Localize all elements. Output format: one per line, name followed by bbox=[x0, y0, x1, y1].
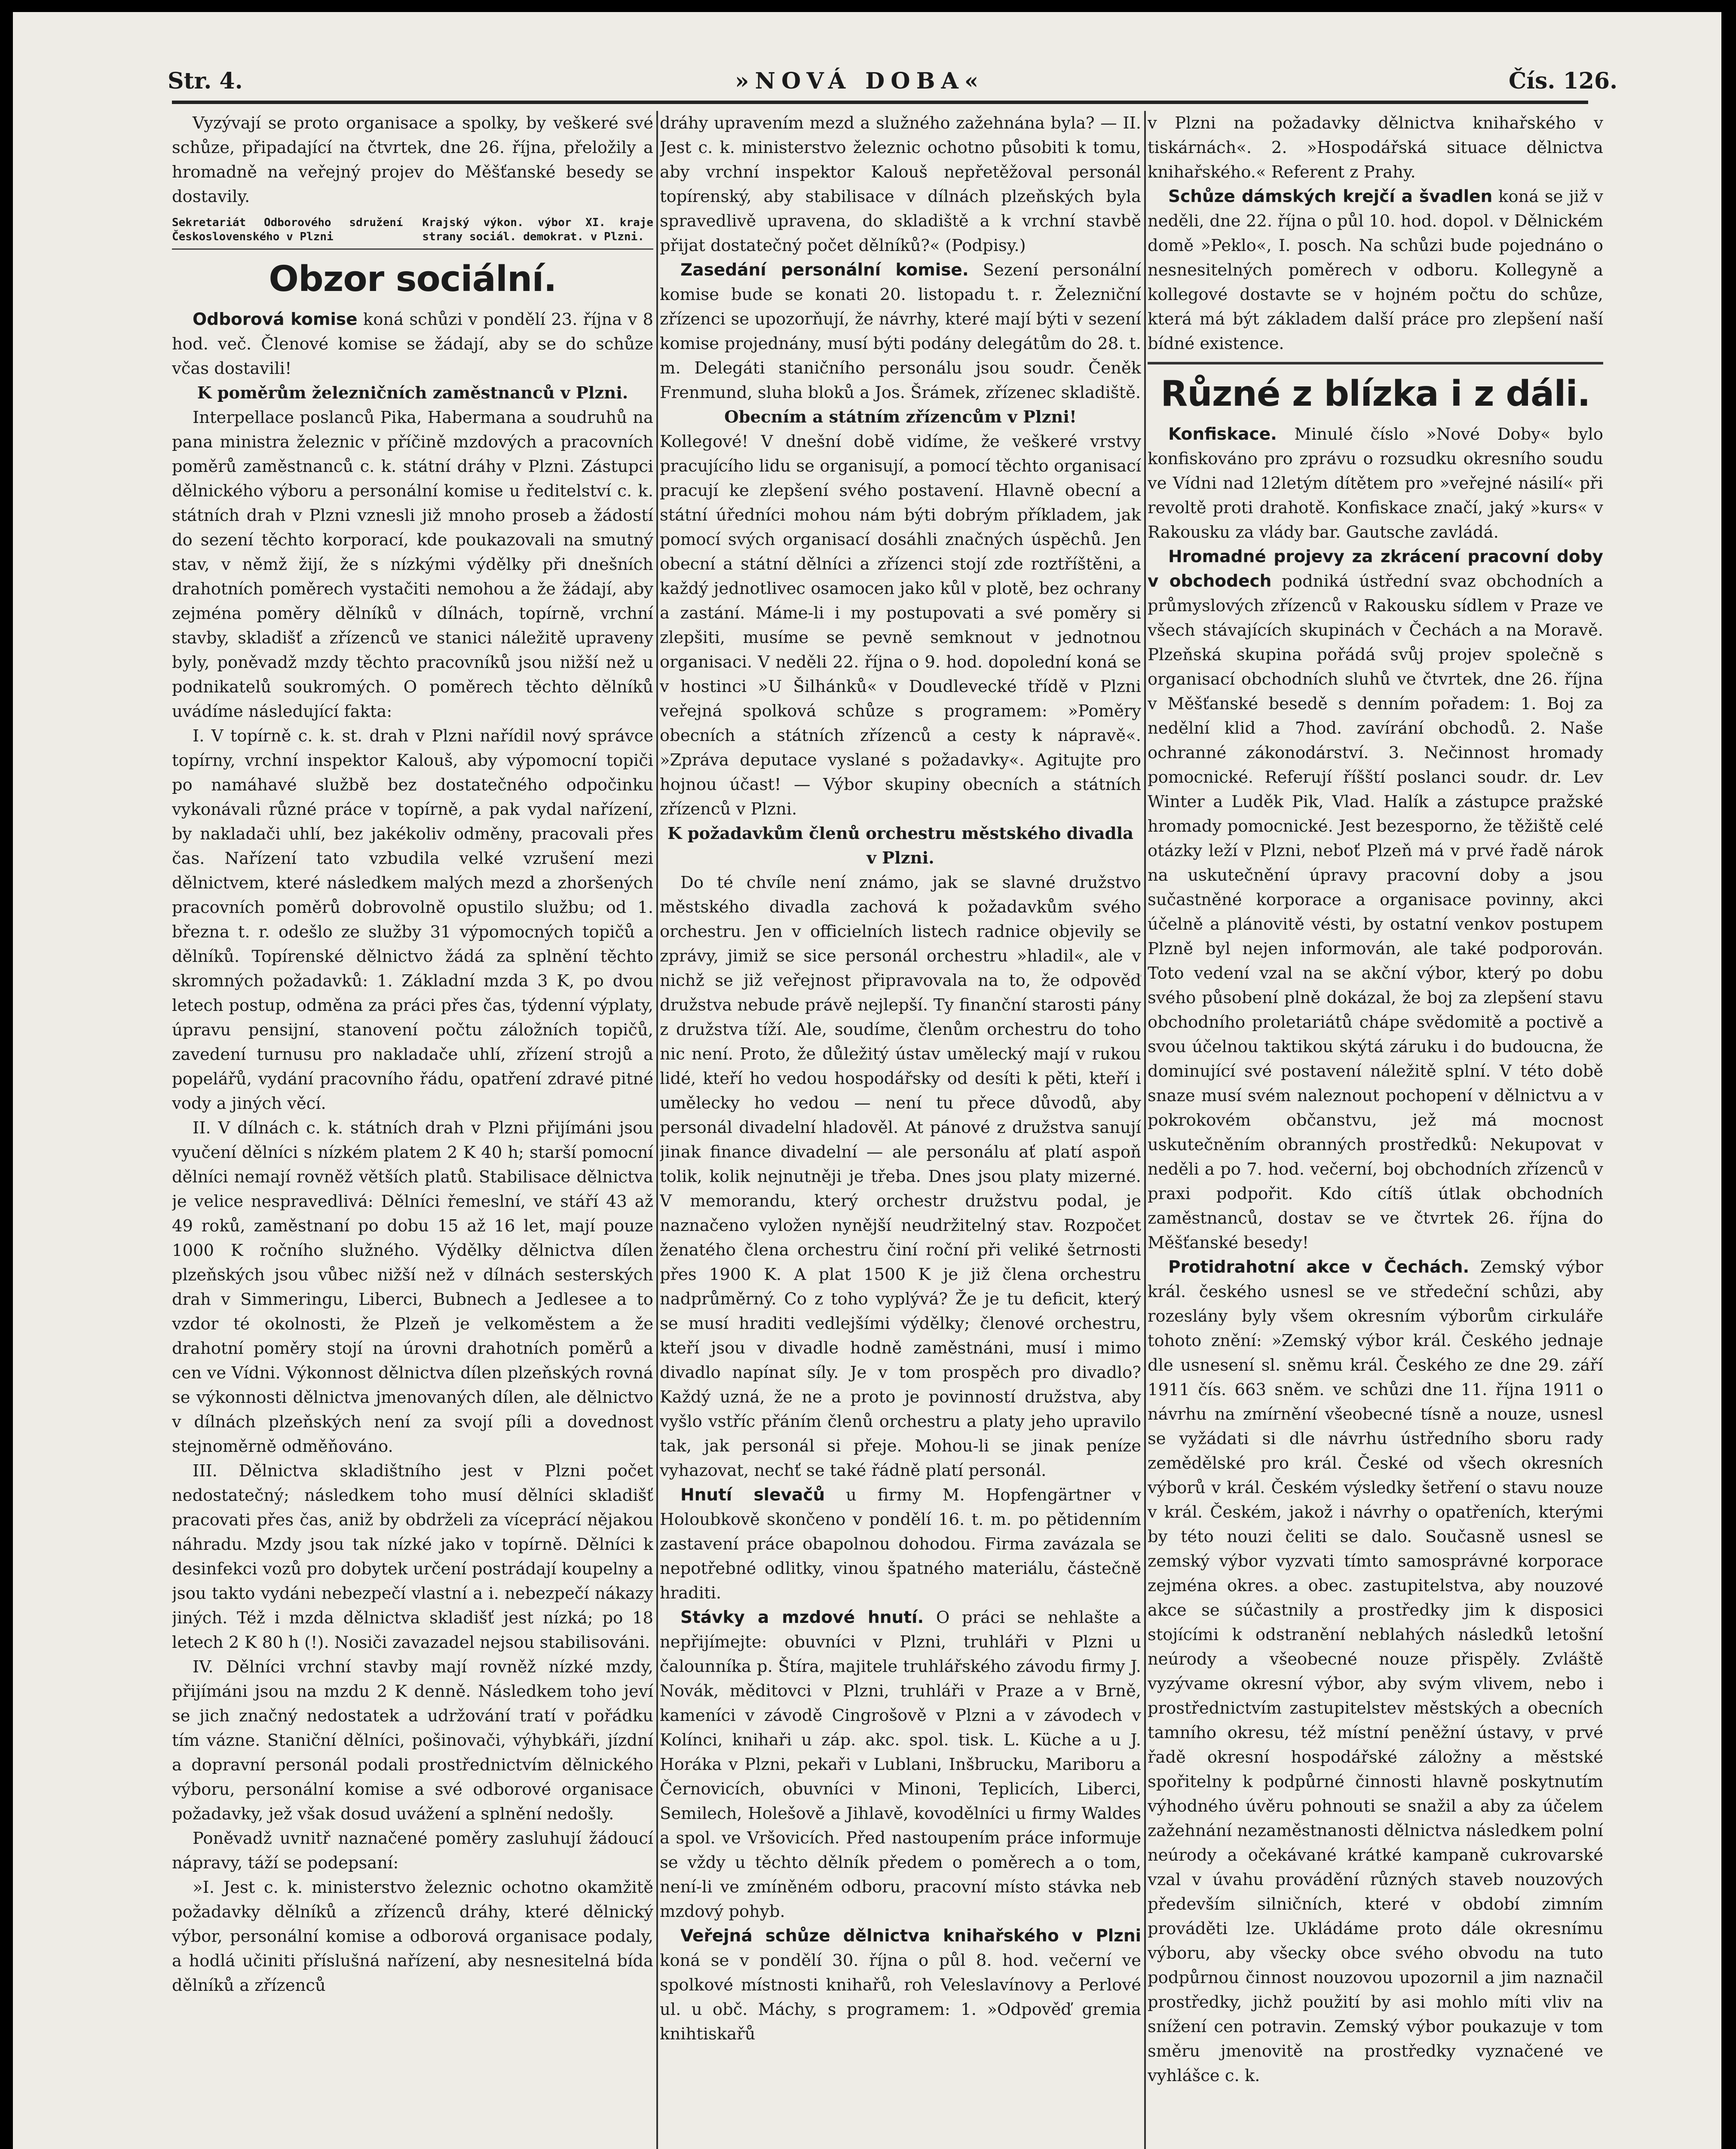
page-header bbox=[13, 12, 1721, 111]
signature-executive: Krajský výkon. výbor XI. kraje strany sociál. demokrat. v Plzni. bbox=[422, 216, 653, 243]
call-to-action: Vyzývají se proto organisace a spolky, by veškeré své schůze, připadající na čtvrtek, dne 26. října, přeložily a hromadně na veřejný projev do Měšťanské besedy se dostavily. bbox=[172, 113, 653, 206]
page-number: Str. 4. bbox=[168, 68, 243, 94]
issue-number: Čís. 126. bbox=[1509, 68, 1618, 94]
article-heading: Odborová komise bbox=[193, 310, 358, 329]
divider bbox=[172, 248, 653, 250]
article-text: Sezení personální komise bude se konati 20. listopadu t. r. Železniční zřízenci se upozorňují, že návrhy, které mají býti v sezení komise projednány, musí býti podány delegátům do 28. t. m. Delegáti staničního personálu jsou soudr. Čeněk Frenmund, sluha bloků a Jos. Šrámek, zřízenec skladiště. bbox=[660, 260, 1141, 402]
column-3 bbox=[1148, 111, 1603, 2149]
article-text: koná se již v neděli, dne 22. října o půl 10. hod. dopol. v Dělnickém domě »Peklo«, I. posch. Na schůzi bude pojednáno o nesnesitelných poměrech v odboru. Kollegyně a kollegové dostavte se v hojném počtu do schůze, která má být základem další práce pro zlepšení naší bídné existence. bbox=[1148, 187, 1603, 353]
article-heading: Hnutí slevačů bbox=[680, 1485, 825, 1505]
article-paragraph bbox=[1148, 545, 1603, 1255]
signature-secretariat: Sekretariát Odborového sdružení Československého v Plzni bbox=[172, 216, 403, 243]
column-2 bbox=[660, 111, 1141, 2149]
article-heading: Schůze dámských krejčí a švadlen bbox=[1168, 187, 1493, 206]
article-paragraph bbox=[1148, 1255, 1603, 2088]
header-rule bbox=[172, 101, 1588, 104]
article-text: koná schůzi v pondělí 23. října v 8 hod. več. Členové komise se žádají, aby se do schůze včas dostavili! bbox=[172, 310, 653, 378]
article-paragraph: dráhy upravením mezd a služného zažehnána byla? — II. Jest c. k. ministerstvo železnic ochotno působiti k tomu, aby vrchní inspektor Kalouš nepřetěžoval personál topírenský, aby stabilisace v dílnách plzeňských byla spravedlivě upravena, do skladiště a k vrchní stavbě přijat dostatečný počet dělníků?« (Podpisy.) bbox=[660, 113, 1141, 255]
divider bbox=[1148, 362, 1603, 364]
article-text: O práci se nehlašte a nepřijímejte: obuvníci v Plzni, truhláři v Plzni u čalounníka p. Štíra, majitele truhlářského závodu firmy J. Novák, měditovci v Plzni, truhláři v Praze a v Brně, kameníci v závodě Cingrošově v Plzni a v závodech v Kolínci, knihaři u záp. akc. spol. tisk. L. Küche a u J. Horáka v Plzni, pekaři v Lublani, Inšbrucku, Mariboru a Černovicích, obuvníci v Minoni, Teplicích, Liberci, Semilech, Holešově a Jihlavě, kovodělníci u firmy Waldes a spol. ve Vršovicích. Před nastoupením práce informuje se vždy u těchto dělník předem o poměrech a o tom, není-li ve zmíněném odboru, pracovní místo stávka neb mzdový pohyb. bbox=[660, 1608, 1141, 1921]
article-heading: Protidrahotní akce v Čechách. bbox=[1168, 1258, 1470, 1277]
article-heading: Obecním a státním zřízencům v Plzni! bbox=[724, 407, 1077, 427]
article-heading: Veřejná schůze dělnictva knihařského v Plzni bbox=[680, 1926, 1141, 1946]
article-paragraph bbox=[660, 258, 1141, 405]
masthead-title: »NOVÁ DOBA« bbox=[735, 68, 985, 94]
article-paragraph: III. Dělnictva skladištního jest v Plzni počet nedostatečný; následkem toho musí dělníci skladišť pracovati přes čas, aniž by obdrželi za víceprácí nějakou náhradu. Mzdy jsou tak nízké jako v topírně. Dělníci k desinfekci vozů pro dobytek určení postrádají koupelny a jsou takto vydáni nebezpečí vlastní a i. nebezpečí nákazy jiných. Též i mzda dělnictva skladišť jest nízká; po 18 letech 2 K 80 h (!). Nosiči zavazadel nejsou stabilisováni. bbox=[172, 1461, 653, 1652]
article-heading: K poměrům železničních zaměstnanců v Plzni. bbox=[197, 383, 628, 403]
article-paragraph bbox=[660, 1605, 1141, 1924]
article-heading: Hromadné projevy za zkrácení pracovní doby v obchodech bbox=[1148, 547, 1603, 591]
article-paragraph bbox=[660, 1483, 1141, 1605]
article-paragraph bbox=[1148, 184, 1603, 356]
article-paragraph: v Plzni na požadavky dělnictva knihařského v tiskárnách«. 2. »Hospodářská situace dělnictva knihařského.« Referent z Prahy. bbox=[1148, 113, 1603, 182]
article-paragraph bbox=[1148, 422, 1603, 545]
article-paragraph: Interpellace poslanců Pika, Habermana a soudruhů na pana ministra železnic v příčině mzdových a pracovních poměrů zaměstnanců c. k. státní dráhy v Plzni. Zástupci dělnického výboru a personální komise u ředitelství c. k. státních drah v Plzni vznesli již mnoho proseb a žádostí do sezení těchto korporací, kde poukazovali na smutný stav, v němž žijí, že s nízkými výdělky při dnešních drahotních poměrech vystačiti nemohou a že žádají, aby zejména poměry dělníků v dílnách, topírně, vrchní stavby, skladišť a zřízenců ve stanici náležitě upraveny byly, poněvadž mzdy těchto pracovníků jsou nižší než u podnikatelů soukromých. O poměrech těchto dělníků uvádíme následující fakta: bbox=[172, 408, 653, 721]
article-text: Minulé číslo »Nové Doby« bylo konfiskováno pro zprávu o rozsudku okresního soudu ve Vídni nad 12letým dítětem pro »veřejné násilí« při revoltě proti drahotě. Konfiskace značí, jaký »kurs« v Rakousku za vlády bar. Gautsche zavládá. bbox=[1148, 425, 1603, 542]
article-paragraph: I. V topírně c. k. st. drah v Plzni nařídil nový správce topírny, vrchní inspektor Kalouš, aby výpomocní topiči po namáhavé službě bez dostatečného odpočinku vykonávali různé práce v topírně, a pak vydal nařízení, by nakladači uhlí, bez jakékoliv odměny, pracovali přes čas. Nařízení tato vzbudila velké vzrušení mezi dělnictvem, které následkem malých mezd a zhoršených pracovních poměrů dobrovolně opustilo službu; od 1. března t. r. odešlo ze služby 31 výpomocných topičů a dělníků. Topírenské dělnictvo žádá za splnění těchto skromných požadavků: 1. Základní mzda 3 K, po dvou letech postup, odměna za práci přes čas, týdenní výplaty, úpravu pensijní, stanovení počtu záložních topičů, zavedení turnusu pro nakladače uhlí, zřízení strojů a popelářů, vydání pracovního řádu, opatření zdravé pitné vody a jiných věcí. bbox=[172, 726, 653, 1113]
article-heading: Stávky a mzdové hnutí. bbox=[680, 1608, 924, 1627]
article-text: podniká ústřední svaz obchodních a průmyslových zřízenců v Rakousku sídlem v Praze ve všech stávajících skupinách v Čechách a na Moravě. Plzeňská skupina pořádá svůj projev společně s organisací obchodních sluhů ve čtvrtek, dne 26. října v Měšťanské besedě s denním pořadem: 1. Boj za nedělní klid a 7hod. zavírání obchodů. 2. Naše ochranné zákonodárství. 3. Nečinnost hromady pomocnické. Referují říšští poslanci soudr. dr. Lev Winter a Luděk Pik, Vlad. Halík a zástupce pražské hromady pomocnické. Jest bezesporno, že těžiště celé otázky leží v Plzni, neboť Plzeň má v prvé řadě nárok na uskutečnění úpravy pracovní doby a jsou sučastněné korporace a organisace povinny, akci účelně a plánovitě vésti, by ostatní venkov postupem Plzně byl nejen informován, ale také podporován. Toto vedení vzal na se akční výbor, který po dobu svého působení plně dokázal, že boj za zlepšení stavu obchodního proletariátů chápe svědomitě a poctivě a svou účelnou taktikou skýtá záruku i do budoucna, že dominující své postavení náležitě splní. V této době snaze musí svém naleznout pochopení v dělnictvu a v pokrokovém občanstvu, jež má mocnost uskutečněním obranných prostředků: Nekupovat v neděli a po 7. hod. večerní, boj obchodních zřízenců v praxi podpořit. Kdo cítíš útlak obchodních zaměstnanců, dostav se ve čtvrtek 26. října do Měšťanské besedy! bbox=[1148, 572, 1603, 1252]
newspaper-page bbox=[13, 12, 1721, 2149]
article-heading: Zasedání personální komise. bbox=[680, 260, 969, 280]
signature-row bbox=[172, 216, 653, 244]
article-heading: K požadavkům členů orchestru městského divadla v Plzni. bbox=[667, 824, 1134, 868]
article-paragraph bbox=[660, 1924, 1141, 2046]
article-paragraph bbox=[172, 307, 653, 381]
article-paragraph: Poněvadž uvnitř naznačené poměry zasluhují žádoucí nápravy, táží se podepsaní: bbox=[172, 1829, 653, 1873]
article-paragraph: Kollegové! V dnešní době vidíme, že veškeré vrstvy pracujícího lidu se organisují, a pomocí těchto organisací pracují ke zlepšení svého postavení. Hlavně obecní a státní úředníci mohou nám býti dobrým příkladem, jak pomocí svých organisací dosáhli značných úspěchů. Jen obecní a státní dělníci a zřízenci stojí zde roztříštěni, a každý jednotlivec osamocen jako kůl v plotě, bez ochrany a zastání. Máme-li i my postupovati a své poměry si zlepšiti, musíme se pevně semknout v jednotnou organisaci. V neděli 22. října o 9. hod. dopolední koná se v hostinci »U Šilhánků« v Doudlevecké třídě v Plzni veřejná spolková schůze s programem: »Poměry obecních a státních zřízenců a cesty k nápravě«. »Zpráva deputace vyslané s požadavky«. Agitujte pro hojnou účast! — Výbor skupiny obecních a státních zřízenců v Plzni. bbox=[660, 432, 1141, 819]
article-text: u firmy M. Hopfengärtner v Holoubkově skončeno v pondělí 16. t. m. po pětidenním zastavení práce obapolnou dohodou. Firma zavázala se nepotřebné odlitky, vinou špatného materiálu, částečně hraditi. bbox=[660, 1485, 1141, 1603]
column-divider bbox=[656, 111, 658, 2149]
column-divider bbox=[1144, 111, 1146, 2149]
article-paragraph: II. V dílnách c. k. státních drah v Plzni přijímáni jsou vyučení dělníci s nízkém platem 2 K 40 h; starší pomocní dělníci nemají rovněž větších platů. Stabilisace dělnictva je velice nespravedlivá: Dělníci řemeslní, ve stáří 43 až 49 roků, zaměstnaní po dobu 15 až 16 let, mají pouze 1000 K ročního služného. Výdělky dělnictva dílen plzeňských jsou vůbec nižší než v dílnách sesterských drah v Simmeringu, Liberci, Bubnech a Jedlesee a to vzdor té okolnosti, že Plzeň je velkoměstem a že drahotní poměry stojí na úrovni drahotních poměrů a cen ve Vídni. Výkonnost dělnictva dílen plzeňských rovná se výkonnosti dělnictva jmenovaných dílen, ale dělnictvo v dílnách plzeňských není za svojí píli a dovednost stejnoměrně odměňováno. bbox=[172, 1118, 653, 1456]
article-paragraph: »I. Jest c. k. ministerstvo železnic ochotno okamžitě požadavky dělníků a zřízenců dráhy, které dělnický výbor, personální komise a odborová organisace podaly, a hodlá učiniti příslušná nařízení, aby nesnesitelná bída dělníků a zřízenců bbox=[172, 1878, 653, 1995]
article-heading: Konfiskace. bbox=[1168, 425, 1277, 444]
article-paragraph: Do té chvíle není známo, jak se slavné družstvo městského divadla zachová k požadavkům svého orchestru. Jen v officielních listech radnice objevily se zprávy, jimiž se sice personál orchestru »hladil«, ale v nichž se již veřejnost připravovala na to, že odpověď družstva nebude právě nejlepší. Ty finanční starosti pány z družstva tíží. Ale, soudíme, členům orchestru do toho nic není. Proto, že důležitý ústav umělecký mají v rukou lidé, kteří ho vedou hospodářsky od desíti k pěti, kteří i umělecky ho vedou — není tu přece důvodů, aby personál divadelní hladověl. At pánové z družstva sanují jinak finance divadelní — ale personálu ať platí aspoň tolik, kolik nejnutněji je třeba. Dnes jsou platy mizerné. V memorandu, který orchestr družstvu podal, je naznačeno vyložen nynější neudržitelný stav. Rozpočet ženatého člena orchestru činí roční při veliké šetrnosti přes 1900 K. A plat 1500 K je již člena orchestru nadprůměrný. Co z toho vyplývá? Že je tu deficit, který se musí hraditi vedlejšími výdělky; členové orchestru, kteří jsou v divadle hodně zaměstnáni, musí i mimo divadlo napínat síly. Je v tom prospěch pro divadlo? Každý uzná, že ne a proto je povinností družstva, aby vyšlo vstříc přáním členů orchestru a platy jeho upravilo tak, jak personál si přeje. Mohou-li se jinak peníze vyhazovat, nechť se také řádně platí personál. bbox=[660, 873, 1141, 1480]
section-title-various: Různé z blízka i z dáli. bbox=[1160, 373, 1590, 414]
article-text: koná se v pondělí 30. října o půl 8. hod. večerní ve spolkové místnosti knihařů, roh Veleslavínovy a Perlové ul. u obč. Máchy, s programem: 1. »Odpověď gremia knihtiskařů bbox=[660, 1951, 1141, 2044]
article-text: Zemský výbor král. českého usnesl se ve středeční schůzi, aby rozeslány byly všem okresním výborům cirkuláře tohoto znění: »Zemský výbor král. Českého jednaje dle usnesení sl. sněmu král. Českého ze dne 29. září 1911 čís. 663 sněm. ve schůzi dne 11. října 1911 o návrhu na zmírnění všeobecné tísně a nouze, usnesl se vyžádati si dle návrhu ústředního sboru rady zemědělské pro král. České od všech okresních výborů v král. Českém výsledky šetření o stavu nouze v král. Českém, jakož i návrhy o opatřeních, kterými by této nouzi čeliti se dalo. Současně usnesl se zemský výbor vyzvati tímto samosprávné korporace zejména okres. a obec. zastupitelstva, aby nouzové akce se súčastnily a prostředky jim k disposici stojícími k odstranění neblahých následků letošní neúrody a všeobecné nouze přispěly. Zvláště vyzývame okresní výbor, aby svým vlivem, nebo i prostřednictvím zastupitelstev městských a obecních tamního okresu, též místní peněžní ústavy, v prvé řadě okresní hospodářské záložny a městské spořitelny k podpůrné činnosti hlavně poskytnutím výhodného úvěru pohnouti se snažil a aby za účelem zažehnání nezaměstnanosti dělnictva následkem polní neúrody a očekávané krátké kampaně cukrovarské vzal v úvahu provádění různých staveb nouzových především silničních, které v období zimním prováděti lze. Ukládáme proto dále okresnímu výboru, aby všecky obce svého obvodu na tuto podpůrnou činnost nouzovou upozornil a jim naznačil prostředky, jichž použití by asi mohlo míti vliv na snížení cen potravin. Zemský výbor poukazuje v tom směru jmenovitě na prostředky vyznačené ve vyhlášce c. k. bbox=[1148, 1258, 1603, 2085]
section-title-social: Obzor sociální. bbox=[269, 259, 557, 300]
article-paragraph: IV. Dělníci vrchní stavby mají rovněž nízké mzdy, přijímáni jsou na mzdu 2 K denně. Následkem toho jeví se jich značný nedostatek a udržování tratí v pořádku tím vázne. Staniční dělníci, pošinovači, výhybkáři, jízdní a dopravní personál podali prostřednictvím dělnického výboru, personální komise a své odborové organisace požadavky, jež však dosud uvážení a splnění nedošly. bbox=[172, 1657, 653, 1824]
column-1 bbox=[172, 111, 653, 2149]
